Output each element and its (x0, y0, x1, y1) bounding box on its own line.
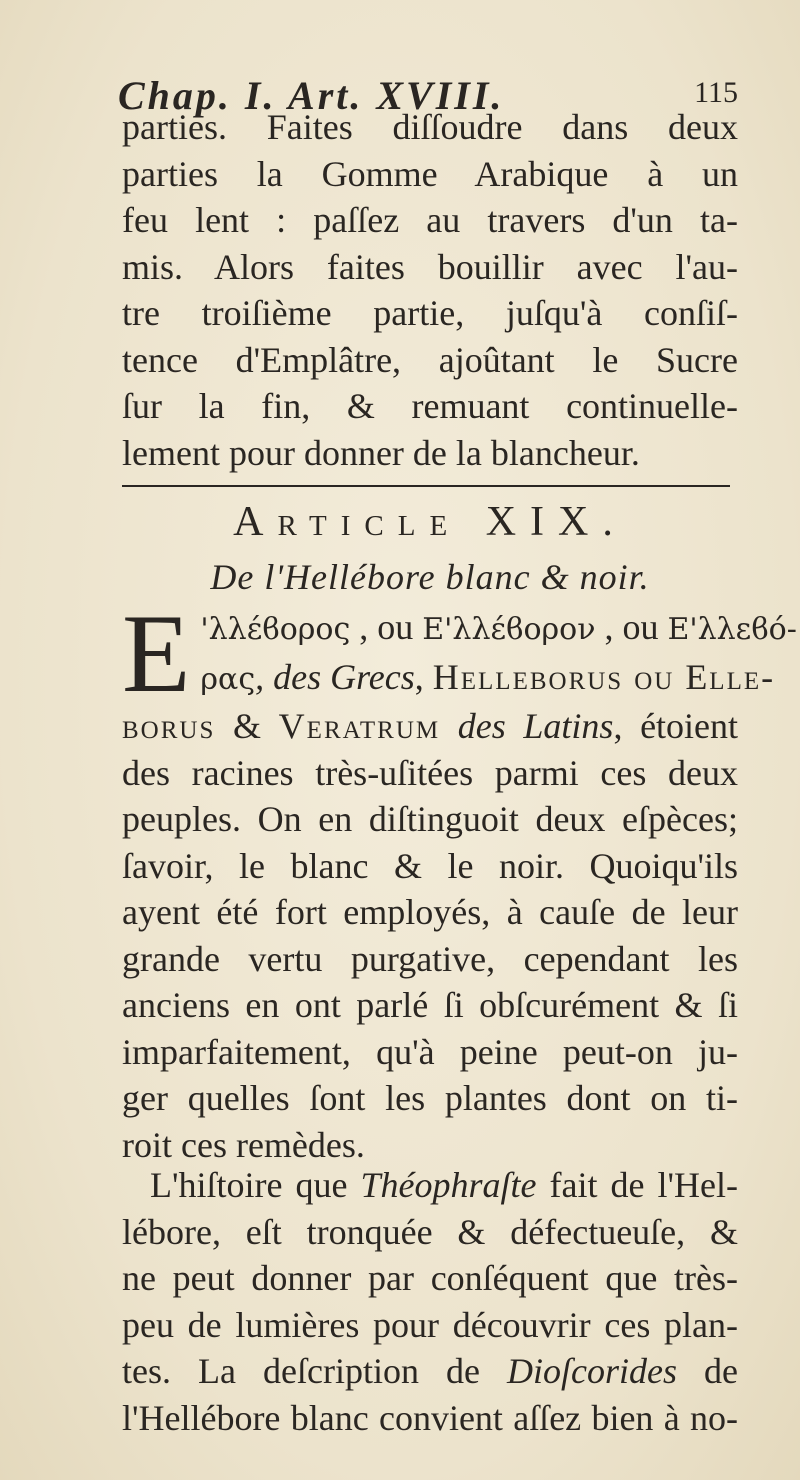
text-line: ſur la fin, & remuant continuelle- (122, 386, 738, 426)
text-fragment: de (704, 1351, 739, 1391)
text-line: peuples. On en diſtinguoit deux eſpèces; (122, 799, 738, 839)
text-line: lébore, eſt tronquée & défectueuſe, & (122, 1211, 738, 1252)
text-line: parties la Gomme Arabique à un (122, 153, 738, 194)
paragraph-hellebore-intro (122, 592, 797, 1168)
text-line (122, 654, 776, 704)
page-number: 115 (694, 76, 738, 109)
text-line: tre troiſième partie, juſqu'à conſiſ- (122, 293, 738, 333)
text-fragment: L'hiſtoire que (150, 1165, 348, 1205)
drop-cap: E (122, 592, 191, 716)
text-fragment: , (414, 656, 424, 697)
text-fragment: , des Grecs (255, 656, 415, 697)
author-name: Théophraſte (360, 1165, 537, 1205)
text-fragment: & (233, 706, 262, 746)
latin-name: Helleborus ou Elle- (432, 656, 776, 697)
paragraph-previous-article (122, 104, 738, 476)
text-line: grande vertu purgative, cependant les (122, 938, 738, 979)
article-subtitle: De l'Hellébore blanc & noir. (210, 557, 650, 597)
greek-word: ρας (200, 661, 256, 697)
text-line: ſavoir, le blanc & le noir. Quoiqu'ils (122, 845, 738, 886)
text-fragment: , ou (359, 607, 414, 647)
text-line (122, 703, 738, 750)
greek-word: Ε'λλέϐορον (422, 612, 596, 647)
chapter-heading: Chap. I. Art. XVIII. (118, 73, 505, 118)
text-line: ne peut donner par conſéquent que très- (122, 1258, 738, 1298)
text-line (122, 1162, 738, 1209)
paragraph-history (122, 1162, 738, 1441)
text-line: feu lent : paſſez au travers d'un ta- (122, 200, 738, 240)
text-fragment: , ou (604, 607, 659, 647)
text-fragment: , étoient (613, 706, 739, 746)
greek-word: 'λλέϐορος (200, 612, 351, 647)
text-line: lement pour donner de la blancheur. (122, 432, 640, 473)
text-line: ayent été fort employés, à cauſe de leur (122, 892, 738, 932)
text-line (122, 1348, 738, 1395)
greek-word: Ε'λλεϐό- (667, 612, 797, 647)
text-fragment: des Latins (457, 706, 614, 746)
text-line: l'Hellébore blanc convient aſſez bien à no- (122, 1397, 738, 1438)
article-title: Article XIX. (233, 499, 627, 545)
text-line: mis. Alors faites bouillir avec l'au- (122, 246, 738, 287)
text-line (122, 604, 797, 654)
text-line: anciens en ont parlé ſi obſcurément & ſi (122, 985, 738, 1025)
text-line: ger quelles ſont les plantes dont on ti- (122, 1078, 738, 1118)
text-fragment: fait de l'Hel- (549, 1165, 738, 1205)
text-line: imparfaitement, qu'à peine peut-on ju- (122, 1031, 738, 1072)
text-fragment: tes. La deſcription de (122, 1351, 480, 1391)
text-line: des racines très-uſitées parmi ces deux (122, 752, 738, 793)
text-line: peu de lumières pour découvrir ces plan- (122, 1304, 738, 1345)
text-line: tence d'Emplâtre, ajoûtant le Sucre (122, 339, 738, 380)
latin-name: Veratrum (278, 706, 441, 746)
text-line: roit ces remèdes. (122, 1124, 365, 1165)
latin-name: borus (122, 706, 216, 746)
section-divider (122, 485, 730, 487)
author-name: Dioſcorides (507, 1351, 677, 1391)
text-line: parties. Faites diſſoudre dans deux (122, 107, 738, 147)
